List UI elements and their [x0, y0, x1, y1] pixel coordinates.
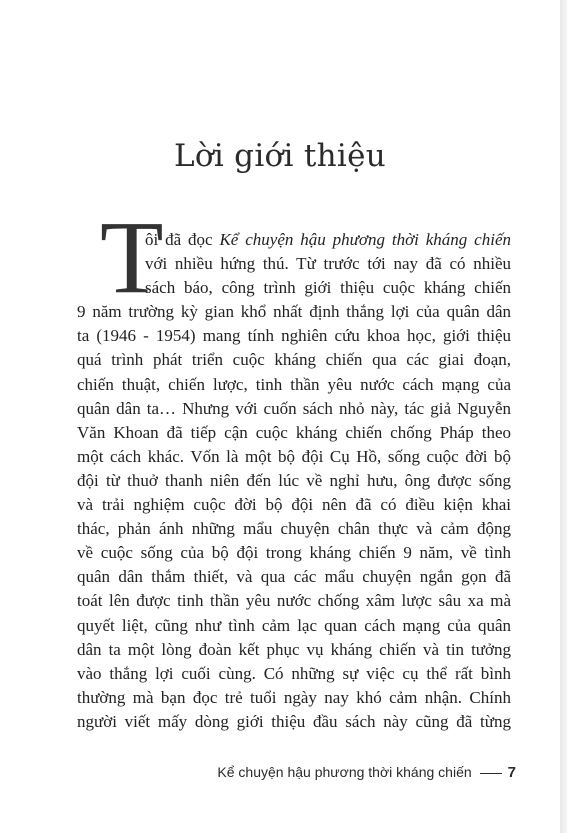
body-line: vào thắng lợi cuối cùng. Có những sự việc cụ thể rất bình [77, 663, 511, 683]
drop-cap-letter: T [100, 200, 164, 315]
body-line: đội từ thuở thanh niên đến lúc về nghỉ hưu, ông được sống [77, 470, 511, 490]
body-text [77, 228, 511, 734]
footer-rule [480, 773, 502, 774]
running-title: Kể chuyện hậu phương thời kháng chiến [217, 764, 472, 780]
book-title-italic: Kể chuyện hậu phương thời kháng chiến [219, 230, 511, 249]
body-line: toát lên được tinh thần yêu nước chống xâm lược sâu xa mà [77, 591, 511, 611]
body-line: thác, phản ánh những mẩu chuyện chân thực và cảm động [77, 519, 511, 539]
page-edge-shadow [560, 0, 567, 833]
body-line: chiến thuật, chiến lược, tinh thần yêu nước cách mạng của [77, 374, 511, 394]
page-number: 7 [507, 764, 516, 781]
body-line: quân dân thắm thiết, và qua các mẩu chuyện ngắn gọn đã [77, 567, 511, 587]
page-footer [0, 764, 516, 781]
body-line: ta (1946 - 1954) mang tính nghiên cứu khoa học, giới thiệu [77, 326, 511, 346]
first-line-prefix: ôi đã đọc [145, 230, 220, 249]
body-line: một cách khác. Vốn là một bộ đội Cụ Hồ, sống cuộc đời bộ [77, 446, 511, 466]
body-line: với nhiều hứng thú. Từ trước tới nay đã có nhiều [145, 254, 511, 274]
body-line: thường mà bạn đọc trẻ tuổi ngày nay khó cảm nhận. Chính [77, 687, 511, 707]
body-line: về cuộc sống của bộ đội trong kháng chiến 9 năm, về tình [77, 543, 511, 563]
body-line: quá trình phát triển cuộc kháng chiến qua các giai đoạn, [77, 350, 511, 370]
body-line: sách báo, công trình giới thiệu cuộc kháng chiến [145, 278, 511, 298]
body-line: người viết mấy dòng giới thiệu đầu sách này cũng đã từng [77, 711, 511, 731]
body-line: và trải nghiệm cuộc đời bộ đội nên đã có điều kiện khai [77, 495, 511, 515]
body-line: Văn Khoan đã tiếp cận cuộc kháng chiến chống Pháp theo [77, 422, 511, 442]
body-line: dân ta một lòng đoàn kết phục vụ kháng chiến và tin tưởng [77, 639, 511, 659]
body-line: quân dân ta… Nhưng với cuốn sách nhỏ này, tác giả Nguyễn [77, 398, 511, 418]
page-title: Lời giới thiệu [173, 138, 387, 174]
body-line: 9 năm trường kỳ gian khổ nhất định thắng lợi của quân dân [77, 302, 511, 322]
body-line [77, 228, 511, 252]
body-line: quyết liệt, cũng như tình cảm lạc quan cách mạng của quân [77, 615, 511, 635]
